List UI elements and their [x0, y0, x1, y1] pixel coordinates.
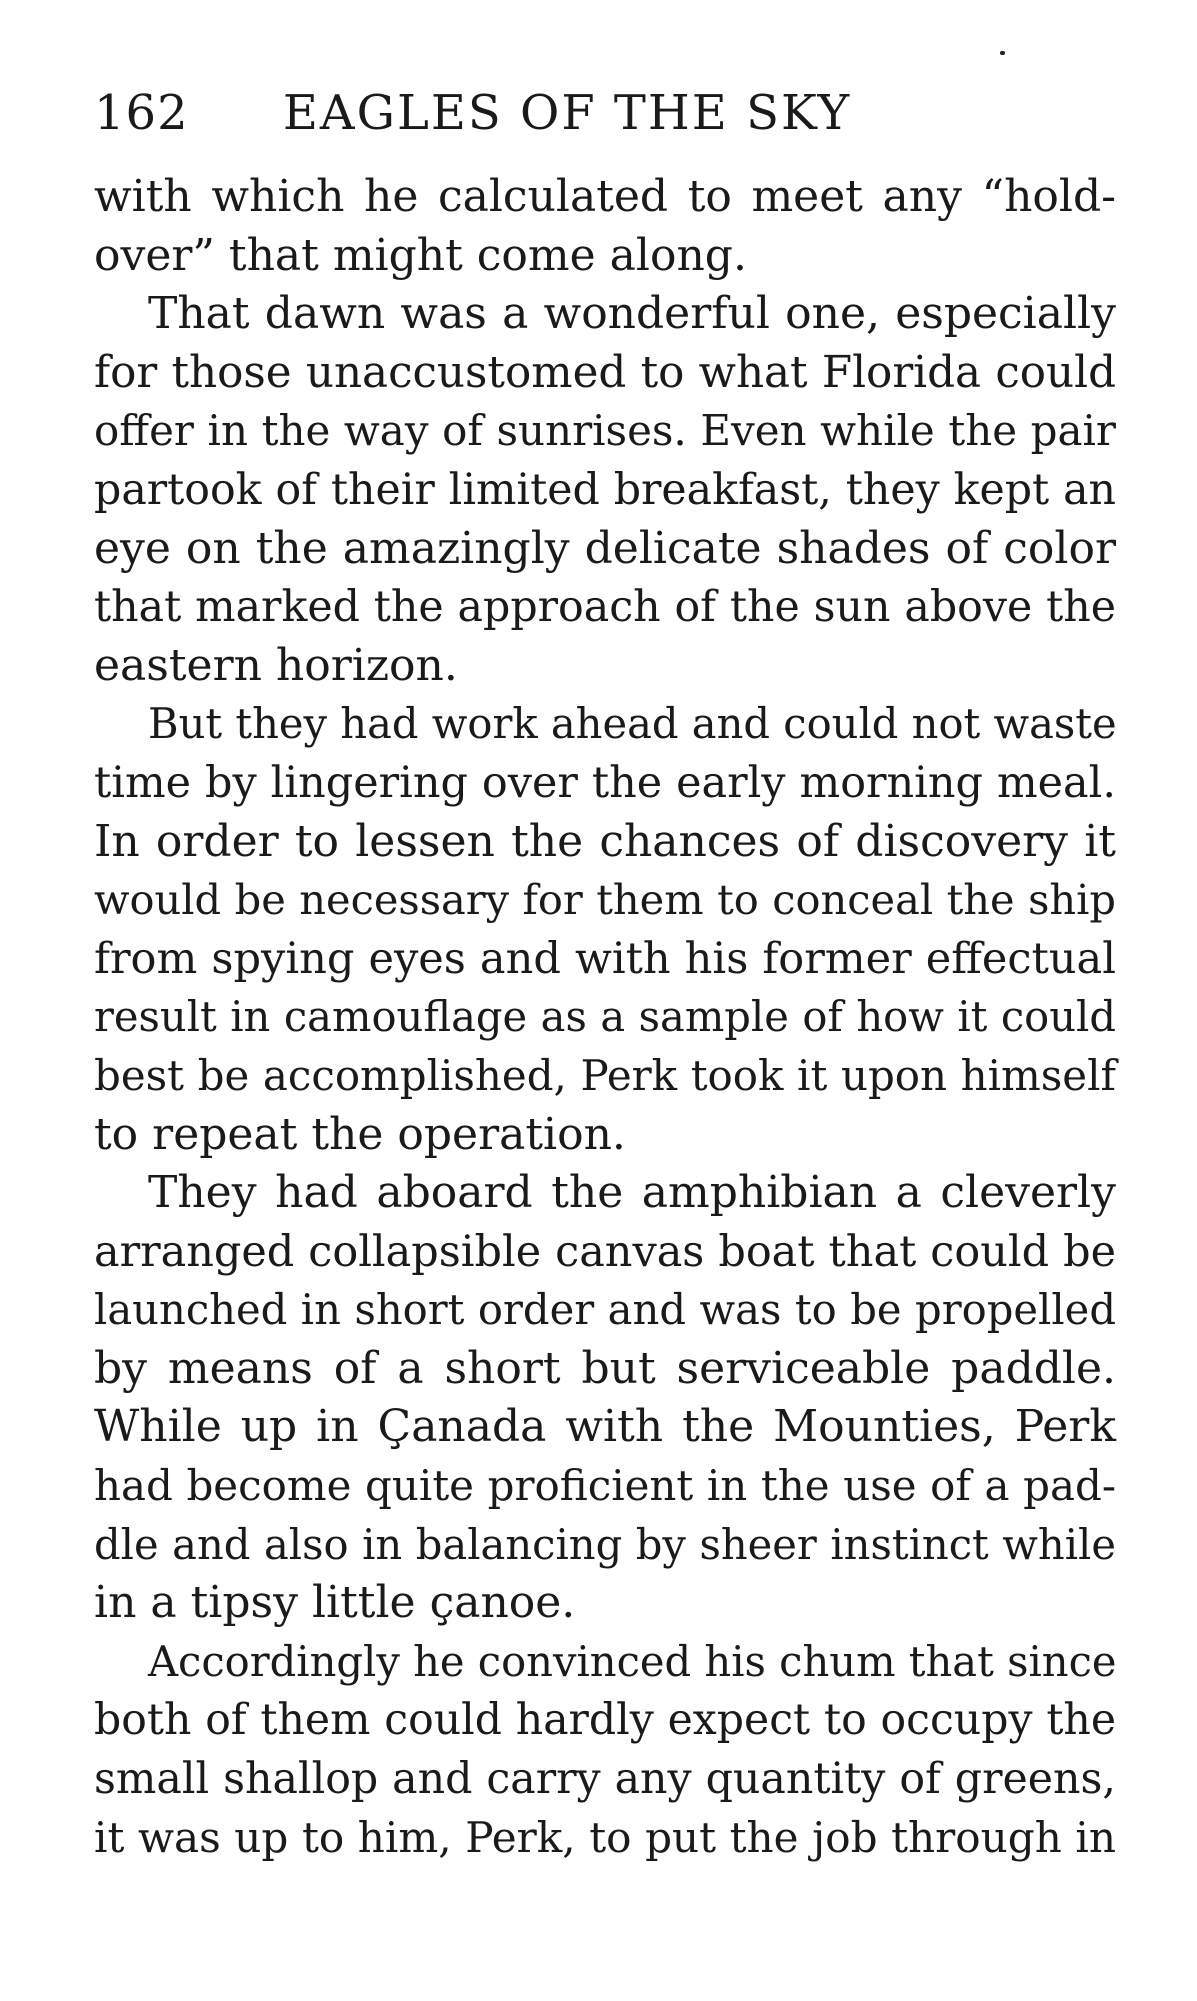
- text-line: best be accomplished, Perk took it upon himself: [94, 1050, 1116, 1100]
- text-line: launched in short order and was to be propelled: [94, 1285, 1116, 1335]
- page-number: 162: [94, 85, 189, 141]
- text-line: for those unaccustomed to what Florida could: [94, 347, 1116, 398]
- text-line: partook of their limited breakfast, they kept an: [94, 464, 1116, 515]
- paragraph-first-line: Accordingly he convinced his chum that since: [148, 1636, 1117, 1686]
- text-line: over” that might come along.: [94, 229, 747, 281]
- text-line: by means of a short but serviceable paddle.: [94, 1342, 1116, 1394]
- text-line: time by lingering over the early morning meal.: [94, 757, 1116, 808]
- text-line: would be necessary for them to conceal the ship: [94, 875, 1116, 925]
- paragraph-first-line: That dawn was a wonderful one, especially: [148, 288, 1116, 340]
- text-line: that marked the approach of the sun above the: [94, 582, 1116, 633]
- text-line: from spying eyes and with his former effectual: [94, 933, 1116, 984]
- text-line: In order to lessen the chances of discovery it: [94, 815, 1116, 867]
- text-line: offer in the way of sunrises. Even while the pair: [94, 406, 1116, 456]
- body-text: [94, 168, 1116, 1867]
- running-header: [94, 82, 851, 144]
- text-line: had become quite proficient in the use of a pad-: [94, 1461, 1116, 1511]
- text-line: small shallop and carry any quantity of greens,: [94, 1754, 1116, 1805]
- text-line: with which he calculated to meet any “hold-: [94, 171, 1116, 222]
- paragraph-first-line: But they had work ahead and could not waste: [148, 699, 1117, 749]
- running-title: EAGLES OF THE SKY: [282, 85, 852, 141]
- text-line: dle and also in balancing by sheer instinct while: [94, 1519, 1116, 1569]
- text-line: arranged collapsible canvas boat that could be: [94, 1226, 1116, 1277]
- paragraph-first-line: They had aboard the amphibian a cleverly: [148, 1167, 1116, 1219]
- text-line: While up in Çanada with the Mounties, Perk: [94, 1401, 1116, 1453]
- text-line: to repeat the operation.: [94, 1108, 626, 1160]
- text-line: both of them could hardly expect to occupy the: [94, 1695, 1116, 1746]
- text-line: result in camouflage as a sample of how it could: [94, 992, 1116, 1042]
- text-line: it was up to him, Perk, to put the job through in: [94, 1812, 1116, 1862]
- text-line: in a tipsy little çanoe.: [94, 1577, 576, 1629]
- ink-speck: [1000, 51, 1005, 55]
- text-line: eastern horizon.: [94, 639, 458, 691]
- text-line: eye on the amazingly delicate shades of color: [94, 522, 1116, 574]
